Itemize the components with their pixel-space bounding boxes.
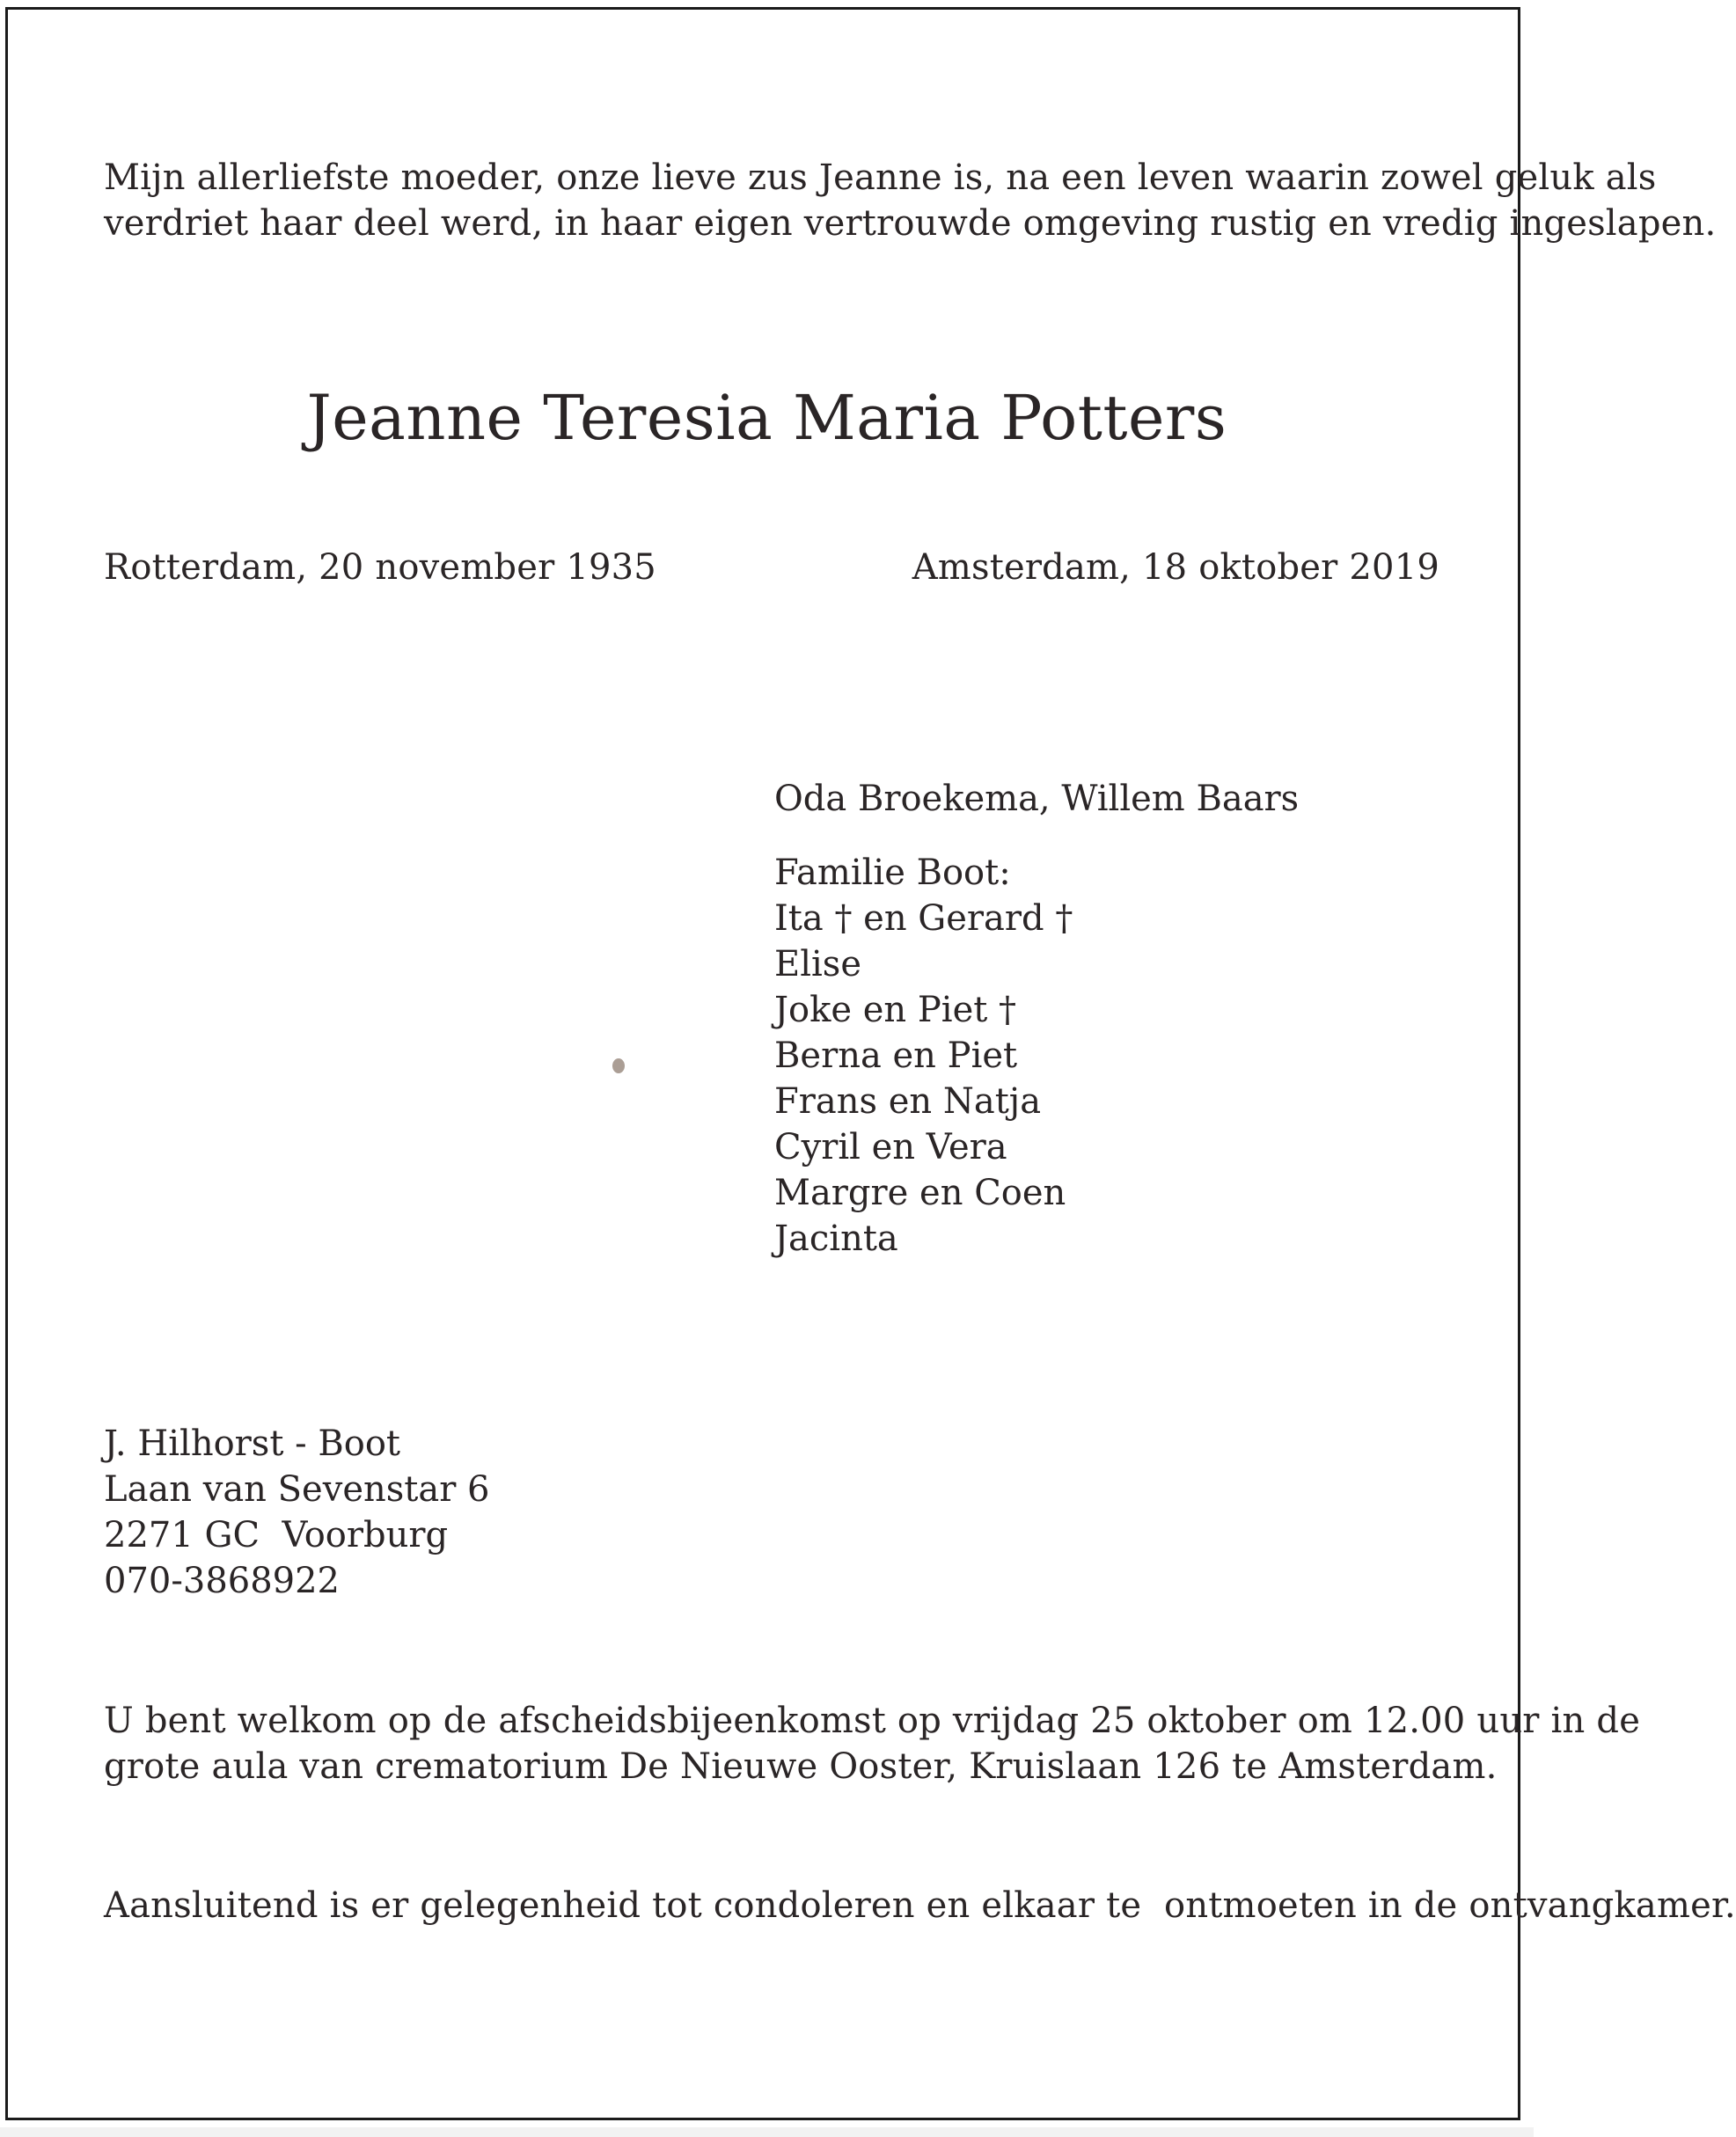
invitation-line-2: grote aula van crematorium De Nieuwe Ooster, Kruislaan 126 te Amsterdam. <box>104 1746 1498 1787</box>
correspondence-address <box>104 1421 490 1604</box>
family-list <box>774 776 1299 1262</box>
family-member: Frans en Natja <box>774 1081 1042 1122</box>
deceased-name: Jeanne Teresia Maria Potters <box>306 382 1227 454</box>
paper-speck <box>612 1058 625 1073</box>
family-member: Ita † en Gerard † <box>774 898 1073 939</box>
invitation-line-1: U bent welkom op de afscheidsbijeenkomst op vrijdag 25 oktober om 12.00 uur in de <box>104 1701 1641 1741</box>
family-first-line: Oda Broekema, Willem Baars <box>774 779 1300 819</box>
intro-line-2: verdriet haar deel werd, in haar eigen vertrouwde omgeving rustig en vredig ingeslapen. <box>104 203 1717 244</box>
closing-paragraph: Aansluitend is er gelegenheid tot condoleren en elkaar te ontmoeten in de ontvangkamer. <box>104 1885 1736 1926</box>
scan-edge <box>0 2127 1534 2137</box>
intro-paragraph <box>104 155 1717 246</box>
family-member: Margre en Coen <box>774 1173 1066 1213</box>
birth-place-date: Rotterdam, 20 november 1935 <box>104 547 656 588</box>
address-street: Laan van Sevenstar 6 <box>104 1469 490 1510</box>
family-member: Jacinta <box>774 1219 898 1259</box>
family-member: Joke en Piet † <box>774 990 1017 1030</box>
family-member: Cyril en Vera <box>774 1127 1007 1167</box>
address-name: J. Hilhorst - Boot <box>104 1423 400 1464</box>
intro-line-1: Mijn allerliefste moeder, onze lieve zus Jeanne is, na een leven waarin zowel geluk als <box>104 157 1657 198</box>
death-place-date: Amsterdam, 18 oktober 2019 <box>912 547 1439 588</box>
family-member: Berna en Piet <box>774 1036 1018 1076</box>
address-phone: 070-3868922 <box>104 1561 341 1601</box>
family-spacer <box>774 822 1299 850</box>
address-city: 2271 GC Voorburg <box>104 1515 449 1555</box>
family-heading: Familie Boot: <box>774 853 1011 893</box>
invitation-paragraph <box>104 1698 1641 1789</box>
family-member: Elise <box>774 944 861 984</box>
